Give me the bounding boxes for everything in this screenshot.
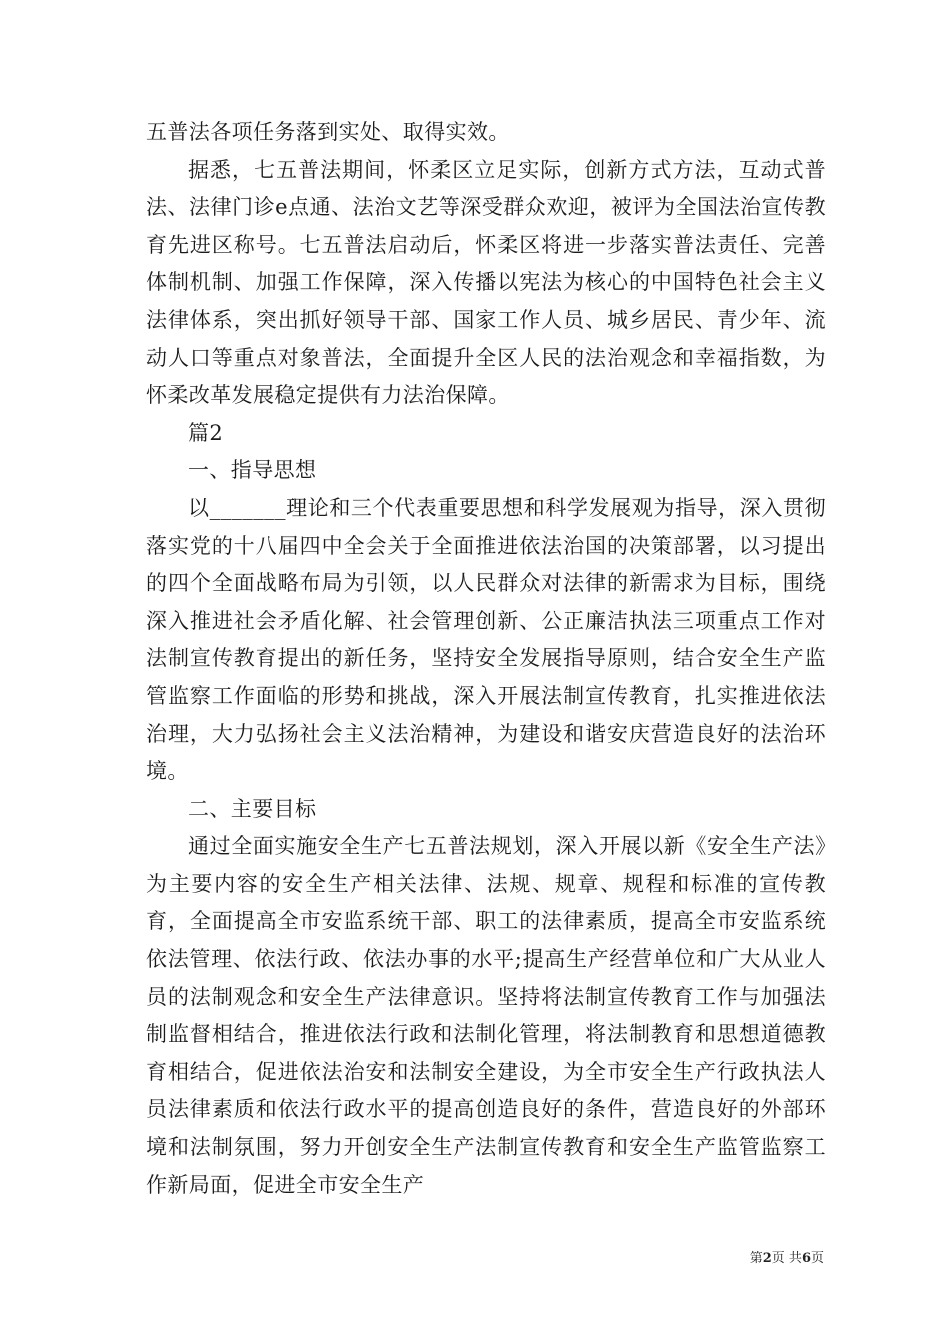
section-heading-main-goals: 二、主要目标 bbox=[188, 796, 317, 821]
footer-current-page: 2 bbox=[762, 1251, 772, 1266]
footer-total-pages: 6 bbox=[801, 1251, 811, 1266]
section-heading-part-2: 篇2 bbox=[188, 420, 224, 445]
section-heading-guiding-ideology: 一、指导思想 bbox=[188, 458, 317, 483]
document-body bbox=[146, 114, 826, 1204]
footer-middle: 页 共 bbox=[771, 1251, 802, 1266]
paragraph-main-goals: 通过全面实施安全生产七五普法规划，深入开展以新《安全生产法》为主要内容的安全生产相关法律、法规、规章、规程和标准的宣传教育，全面提高全市安监系统干部、职工的法律素质，提高全市安监系统依法管理、依法行政、依法办事的水平;提高生产经营单位和广大从业人员的法制观念和安全生产法律意识。坚持将法制宣传教育工作与加强法制监督相结合，推进依法行政和法制化管理，将法制教育和思想道德教育相结合，促进依法治安和法制安全建设，为全市安全生产行政执法人员法律素质和依法行政水平的提高创造良好的条件，营造良好的外部环境和法制氛围，努力开创安全生产法制宣传教育和安全生产监管监察工作新局面，促进全市安全生产 bbox=[146, 834, 826, 1197]
paragraph-guiding-ideology: 以_______理论和三个代表重要思想和科学发展观为指导，深入贯彻落实党的十八届四中全会关于全面推进依法治国的决策部署，以习提出的四个全面战略布局为引领，以人民群众对法律的新需求为目标，围绕深入推进社会矛盾化解、社会管理创新、公正廉洁执法三项重点工作对法制宣传教育提出的新任务，坚持安全发展指导原则，结合安全生产监管监察工作面临的形势和挑战，深入开展法制宣传教育，扎实推进依法治理，大力弘扬社会主义法治精神，为建设和谐安庆营造良好的法治环境。 bbox=[146, 495, 826, 784]
footer-prefix: 第 bbox=[749, 1251, 763, 1266]
footer-suffix: 页 bbox=[810, 1251, 824, 1266]
paragraph-1: 五普法各项任务落到实处、取得实效。 bbox=[146, 120, 510, 144]
paragraph-2: 据悉，七五普法期间，怀柔区立足实际，创新方式方法，互动式普法、法律门诊e点通、法治文艺等深受群众欢迎，被评为全国法治宣传教育先进区称号。七五普法启动后，怀柔区将进一步落实普法责任、完善体制机制、加强工作保障，深入传播以宪法为核心的中国特色社会主义法律体系，突出抓好领导干部、国家工作人员、城乡居民、青少年、流动人口等重点对象普法，全面提升全区人民的法治观念和幸福指数，为怀柔改革发展稳定提供有力法治保障。 bbox=[146, 157, 826, 408]
page-footer bbox=[0, 1247, 824, 1266]
